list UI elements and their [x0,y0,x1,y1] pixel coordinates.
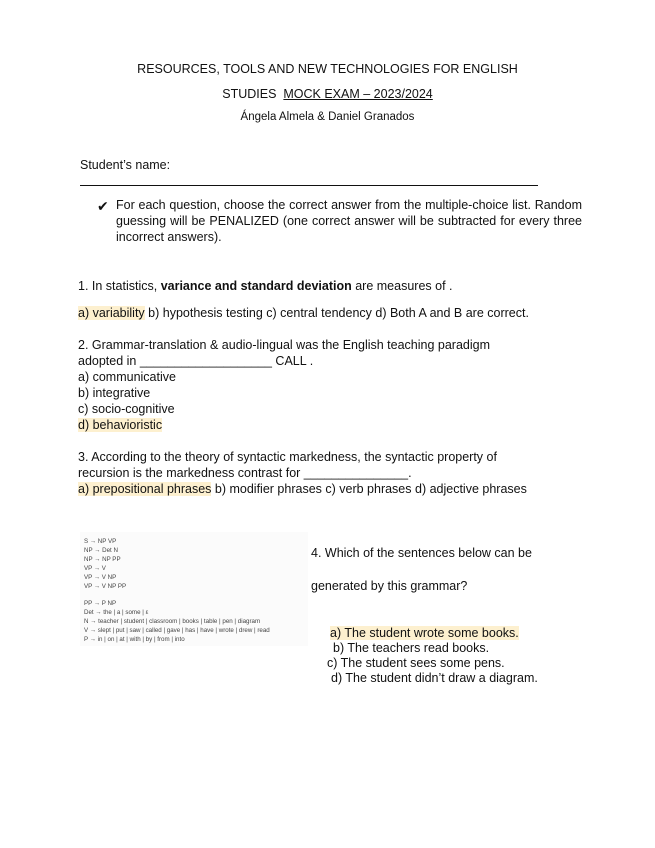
grammar-rule: VP → V [84,565,106,572]
q1-answer-a: a) variability [78,306,145,320]
q3-line2: recursion is the markedness contrast for _______________. [78,466,412,480]
grammar-rule: PP → P NP [84,600,117,607]
q2-option-b: b) integrative [78,386,151,400]
student-name-line[interactable] [80,185,538,186]
q4-line1: 4. Which of the sentences below can be [311,546,532,560]
q1-prefix: 1. In statistics, [78,279,158,293]
q1-other-options: b) hypothesis testing c) central tendency d) Both A and B are correct. [148,306,529,320]
instructions-text: For each question, choose the correct answer from the multiple-choice list. Random guessing will be PENALIZED (one correct answer will be subtracted for every three incorrect answers). [116,198,582,244]
q1-bold-term: variance and standard deviation [160,279,352,293]
grammar-rule: NP → NP PP [84,556,121,563]
student-name-label: Student’s name: [80,158,171,172]
grammar-rule: VP → V NP [84,574,117,581]
q2-option-d [78,417,162,433]
exam-title-line1: RESOURCES, TOOLS AND NEW TECHNOLOGIES FOR ENGLISH [137,62,518,76]
check-mark-icon: ✔ [97,198,109,214]
q4-option-d: d) The student didn’t draw a diagram. [331,671,538,685]
q2-option-c: c) socio-cognitive [78,402,175,416]
q1-suffix: are measures of . [355,279,453,293]
q4-option-a [330,625,519,641]
q4-line2: generated by this grammar? [311,579,468,593]
q3-other-options: b) modifier phrases c) verb phrases d) adjective phrases [214,482,527,496]
q3-options [78,481,527,497]
grammar-rule: Det → the | a | some | ε [84,609,149,616]
grammar-rule: P → in | on | at | with | by | from | into [84,636,185,643]
q2-option-a: a) communicative [78,370,176,384]
grammar-rule: VP → V NP PP [84,583,127,590]
question-1 [78,278,452,294]
q1-options [78,305,529,321]
exam-label: MOCK EXAM – 2023/2024 [283,87,433,101]
q3-answer-a: a) prepositional phrases [78,482,212,496]
q2-line2: adopted in ___________________ CALL . [78,354,314,368]
grammar-rules-image [80,532,308,646]
q4-option-c: c) The student sees some pens. [327,656,505,670]
grammar-rule: V → slept | put | saw | called | gave | has | have | wrote | drew | read [84,627,270,634]
exam-title-line2 [0,87,655,101]
authors: Ángela Almela & Daniel Granados [240,111,415,123]
q4-option-b: b) The teachers read books. [333,641,490,655]
grammar-rule: S → NP VP [84,538,117,545]
grammar-rule: N → teacher | student | classroom | books | table | pen | diagram [84,618,261,625]
q3-line1: 3. According to the theory of syntactic markedness, the syntactic property of [78,450,497,464]
q4-answer-a: a) The student wrote some books. [330,626,519,640]
grammar-rule: NP → Det N [84,547,118,554]
q2-answer-d: d) behavioristic [78,418,163,432]
title-studies: STUDIES [222,87,277,101]
q2-line1: 2. Grammar-translation & audio-lingual was the English teaching paradigm [78,338,491,352]
